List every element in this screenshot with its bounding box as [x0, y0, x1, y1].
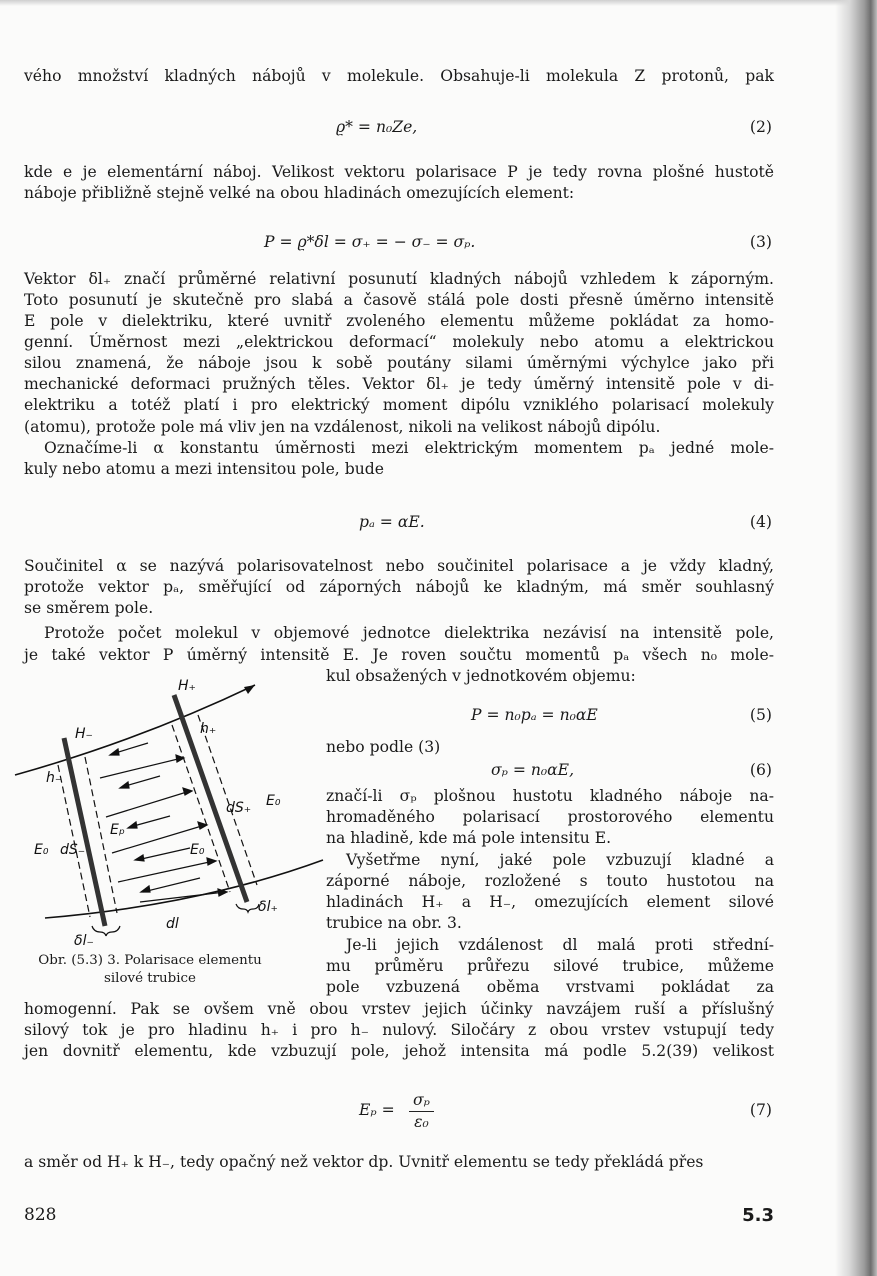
page-number: 828	[24, 1205, 57, 1225]
text-line: jen dovnitř elementu, kde vzbuzují pole, jehož intensita má podle 5.2(39) velikost	[24, 1042, 774, 1060]
text-line: je také vektor P úměrný intensitě E. Je roven součtu momentů pₐ všech n₀ mole-	[24, 646, 774, 664]
equation-lhs: Eₚ =	[359, 1101, 395, 1119]
text-line: Označíme-li α konstantu úměrnosti mezi elektrickým momentem pₐ jedné mole-	[44, 439, 774, 457]
text-line: značí-li σₚ plošnou hustotu kladného náboje na-	[326, 787, 774, 805]
label-dl: dl	[166, 916, 179, 932]
equation-number: (6)	[749, 761, 772, 779]
figure-caption	[0, 952, 300, 988]
text-line: genní. Úměrnost mezi „elektrickou deformací“ molekuly nebo atomu a elektrickou	[24, 333, 774, 351]
text-line: Vektor δl₊ značí průměrné relativní posunutí kladných nábojů vzhledem k záporným.	[24, 270, 774, 288]
text-line: Je-li jejich vzdálenost dl malá proti střední-	[346, 936, 774, 954]
equation-number: (3)	[749, 233, 772, 251]
text-line: hladinách H₊ a H₋, omezujících element silové	[326, 893, 774, 911]
equation-body: pₐ = αE.	[359, 513, 425, 531]
text-line: elektriku a totéž platí i pro elektrický moment dipólu vzniklého polarisací molekuly	[24, 396, 774, 414]
text-line: (atomu), protože pole má vliv jen na vzdálenost, nikoli na velikost nábojů dipólu.	[24, 418, 661, 436]
label-dS-plus: dS₊	[226, 800, 252, 816]
text-line: kuly nebo atomu a mezi intensitou pole, bude	[24, 460, 384, 478]
label-E0-right: E₀	[266, 793, 281, 809]
text-line: a směr od H₊ k H₋, tedy opačný než vektor dp. Uvnitř elementu se tedy překládá přes	[24, 1153, 704, 1171]
text-line: mechanické deformaci pružných těles. Vektor δl₊ je tedy úměrný intensitě pole v di-	[24, 375, 774, 393]
text-line: kde e je elementární náboj. Velikost vektoru polarisace P je tedy rovna plošné hustotě	[24, 163, 774, 181]
text-line: silový tok je pro hladinu h₊ i pro h₋ nulový. Siločáry z obou vrstev vstupují tedy	[24, 1021, 774, 1039]
figure-polarisation-element	[0, 670, 330, 950]
label-E0-inner: E₀	[190, 842, 205, 858]
equation-number: (7)	[749, 1101, 772, 1119]
text-line: kul obsažených v jednotkovém objemu:	[326, 667, 636, 685]
text-line: Vyšetřme nyní, jaké pole vzbuzují kladné a	[346, 851, 774, 869]
label-delta-l-minus: δl₋	[74, 933, 94, 949]
equation-fraction	[409, 1090, 434, 1134]
equation-number: (2)	[749, 118, 772, 136]
text-line: mu průměru průřezu silové trubice, můžeme	[326, 957, 774, 975]
label-delta-l-plus: δl₊	[258, 899, 278, 915]
text-line: trubice na obr. 3.	[326, 914, 462, 932]
label-H-minus: H₋	[75, 726, 93, 742]
text-line: na hladině, kde má pole intensitu E.	[326, 829, 612, 847]
label-h-minus: h₋	[46, 770, 63, 786]
equation-body: ϱ* = n₀Ze,	[336, 118, 418, 136]
text-line: Protože počet molekul v objemové jednotce dielektrika nezávisí na intensitě pole,	[44, 624, 774, 642]
scan-gutter-shadow	[835, 0, 877, 1276]
equation-number: (5)	[749, 706, 772, 724]
caption-line: silové trubice	[104, 971, 196, 986]
equation-body: P = n₀pₐ = n₀αE	[471, 706, 598, 724]
text-line: silou znamená, že náboje jsou k sobě poutány silami úměrnými výchylce jako při	[24, 354, 774, 372]
text-line: se směrem pole.	[24, 599, 154, 617]
text-line: E pole v dielektriku, které uvnitř zvoleného elementu můžeme pokládat za homo-	[24, 312, 774, 330]
fraction-denominator: ε₀	[414, 1113, 429, 1132]
label-E0-left: E₀	[34, 842, 49, 858]
text-line: pole vzbuzená oběma vrstvami pokládat za	[326, 978, 774, 996]
label-H-plus: H₊	[178, 678, 196, 694]
text-line: homogenní. Pak se ovšem vně obou vrstev jejich účinky navzájem ruší a příslušný	[24, 1000, 774, 1018]
text-line: Toto posunutí je skutečně pro slabá a časově stálá pole dosti přesně úměrno intensitě	[24, 291, 774, 309]
label-h-plus: h₊	[200, 721, 217, 737]
fraction-numerator: σₚ	[409, 1090, 434, 1112]
equation-body: σₚ = n₀αE,	[491, 761, 575, 779]
text-line: hromaděného polarisací prostorového elementu	[326, 808, 774, 826]
scan-top-shade	[0, 0, 877, 6]
label-dS-minus: dS₋	[60, 842, 86, 858]
section-number: 5.3	[742, 1205, 774, 1226]
text-line: vého množství kladných nábojů v molekule. Obsahuje-li molekula Z protonů, pak	[24, 67, 774, 85]
text-line: záporné náboje, rozložené s touto hustotou na	[326, 872, 774, 890]
diagram-svg	[0, 670, 330, 950]
label-Ep: Eₚ	[110, 822, 125, 838]
equation-number: (4)	[749, 513, 772, 531]
caption-line: Obr. (5.3) 3. Polarisace elementu	[38, 953, 262, 968]
equation-body: P = ϱ*δl = σ₊ = − σ₋ = σₚ.	[264, 233, 476, 251]
text-line: protože vektor pₐ, směřující od záporných nábojů ke kladným, má směr souhlasný	[24, 578, 774, 596]
text-line: Součinitel α se nazývá polarisovatelnost nebo součinitel polarisace a je vždy kladný,	[24, 557, 774, 575]
text-line: náboje přibližně stejně velké na obou hladinách omezujících element:	[24, 184, 575, 202]
text-line: nebo podle (3)	[326, 738, 441, 756]
